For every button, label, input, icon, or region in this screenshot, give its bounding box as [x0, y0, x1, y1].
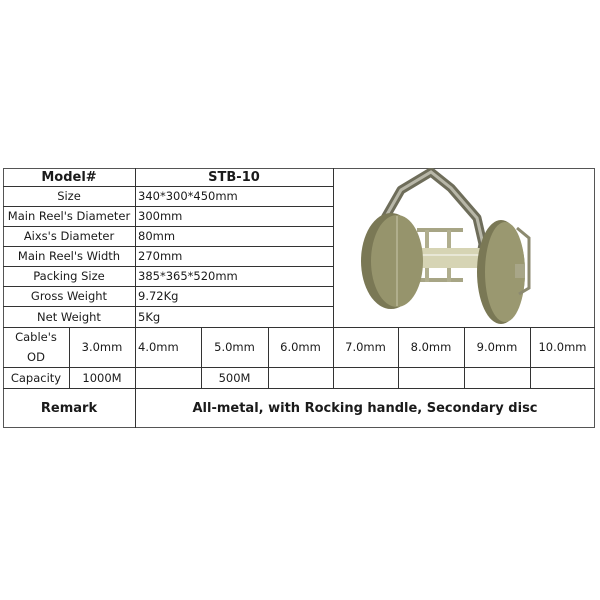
cable-od-value: 10.0mm [538, 340, 587, 354]
divider [530, 327, 531, 388]
product-image [333, 168, 595, 327]
divider [3, 266, 333, 267]
spec-label-axis-diameter: Aixs's Diameter [23, 229, 115, 243]
model-value: STB-10 [208, 169, 260, 185]
capacity-value: 1000M [82, 370, 122, 385]
model-label: Model# [41, 169, 97, 185]
capacity-label: Capacity [10, 370, 62, 385]
divider [3, 327, 595, 328]
spec-label-gross-weight: Gross Weight [30, 289, 108, 303]
spec-value-net-weight: 5Kg [138, 309, 161, 324]
cable-od-value: 9.0mm [476, 340, 518, 354]
cable-od-label-line2: OD [27, 350, 45, 364]
spec-label-packing-size: Packing Size [33, 269, 105, 283]
spec-value-axis-diameter: 80mm [138, 229, 176, 243]
divider [69, 327, 70, 388]
remark-label: Remark [40, 400, 98, 416]
cable-od-label-line1: Cable's [15, 330, 57, 344]
divider [3, 286, 333, 287]
spec-label-reel-width: Main Reel's Width [17, 249, 121, 263]
cable-od-value: 7.0mm [345, 340, 386, 354]
capacity-value [135, 367, 201, 388]
divider [3, 367, 595, 368]
divider [3, 206, 333, 207]
divider [398, 327, 399, 388]
spec-label-reel-diameter: Main Reel's Diameter [7, 209, 131, 223]
divider [464, 327, 465, 388]
cable-od-value: 8.0mm [410, 340, 452, 354]
cable-od-value: 3.0mm [81, 340, 123, 354]
capacity-value [398, 367, 464, 388]
cable-reel-icon [333, 168, 595, 327]
capacity-value [268, 367, 333, 388]
divider [135, 168, 136, 428]
divider [3, 226, 333, 227]
spec-value-reel-width: 270mm [138, 249, 183, 263]
capacity-value [464, 367, 530, 388]
cable-od-value: 4.0mm [138, 340, 179, 354]
spec-value-gross-weight: 9.72Kg [138, 289, 179, 303]
divider [3, 186, 333, 187]
divider [333, 168, 334, 388]
capacity-value: 500M [218, 370, 251, 385]
divider [3, 306, 333, 307]
divider [268, 327, 269, 388]
cable-od-value: 6.0mm [280, 340, 321, 354]
divider [3, 388, 595, 389]
divider [3, 246, 333, 247]
capacity-value [530, 367, 595, 388]
spec-label-size: Size [57, 189, 81, 203]
spec-label-net-weight: Net Weight [37, 309, 101, 324]
divider [201, 327, 202, 388]
remark-value: All-metal, with Rocking handle, Secondary disc [192, 400, 538, 416]
spec-value-size: 340*300*450mm [138, 189, 238, 203]
capacity-value [333, 367, 398, 388]
spec-value-reel-diameter: 300mm [138, 209, 183, 223]
spec-value-packing-size: 385*365*520mm [138, 269, 238, 283]
cable-od-label [3, 327, 69, 367]
cable-od-value: 5.0mm [214, 340, 255, 354]
